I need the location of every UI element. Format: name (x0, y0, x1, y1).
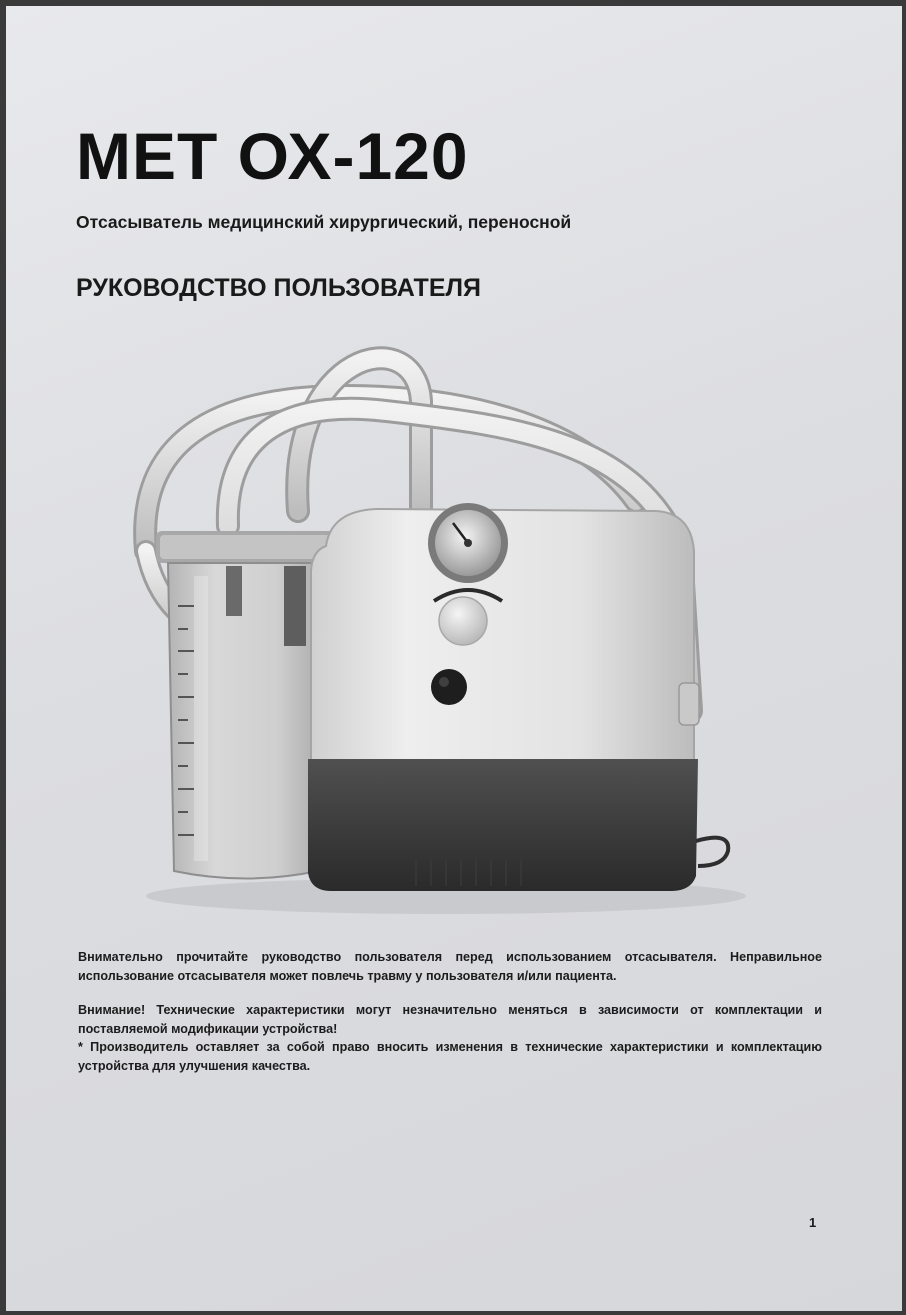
manufacturer-note: * Производитель оставляет за собой право вносить изменения в технические характеристики и комплектацию устройства для улучшения качества. (78, 1040, 822, 1073)
device-photo (116, 311, 756, 921)
attention-paragraph: Внимание! Технические характеристики могут незначительно меняться в зависимости от комплектации и поставляемой модификации устройства! (78, 1003, 822, 1036)
page-number: 1 (809, 1215, 817, 1230)
model-title: МЕТ ОХ-120 (76, 119, 469, 193)
notes-block (78, 948, 822, 1075)
vacuum-gauge (428, 503, 508, 583)
manual-title: РУКОВОДСТВО ПОЛЬЗОВАТЕЛЯ (76, 274, 482, 302)
manual-page (6, 6, 902, 1311)
product-subtitle: Отсасыватель медицинский хирургический, переносной (76, 212, 572, 232)
power-cord (696, 838, 728, 866)
power-switch (431, 669, 467, 705)
warning-paragraph: Внимательно прочитайте руководство пользователя перед использованием отсасывателя. Неправильное использование отсасывателя может повлечь травму у пользователя и/или пациента. (78, 950, 822, 983)
regulator-knob (439, 597, 487, 645)
tube-connector (679, 683, 699, 725)
device-body (308, 509, 698, 891)
